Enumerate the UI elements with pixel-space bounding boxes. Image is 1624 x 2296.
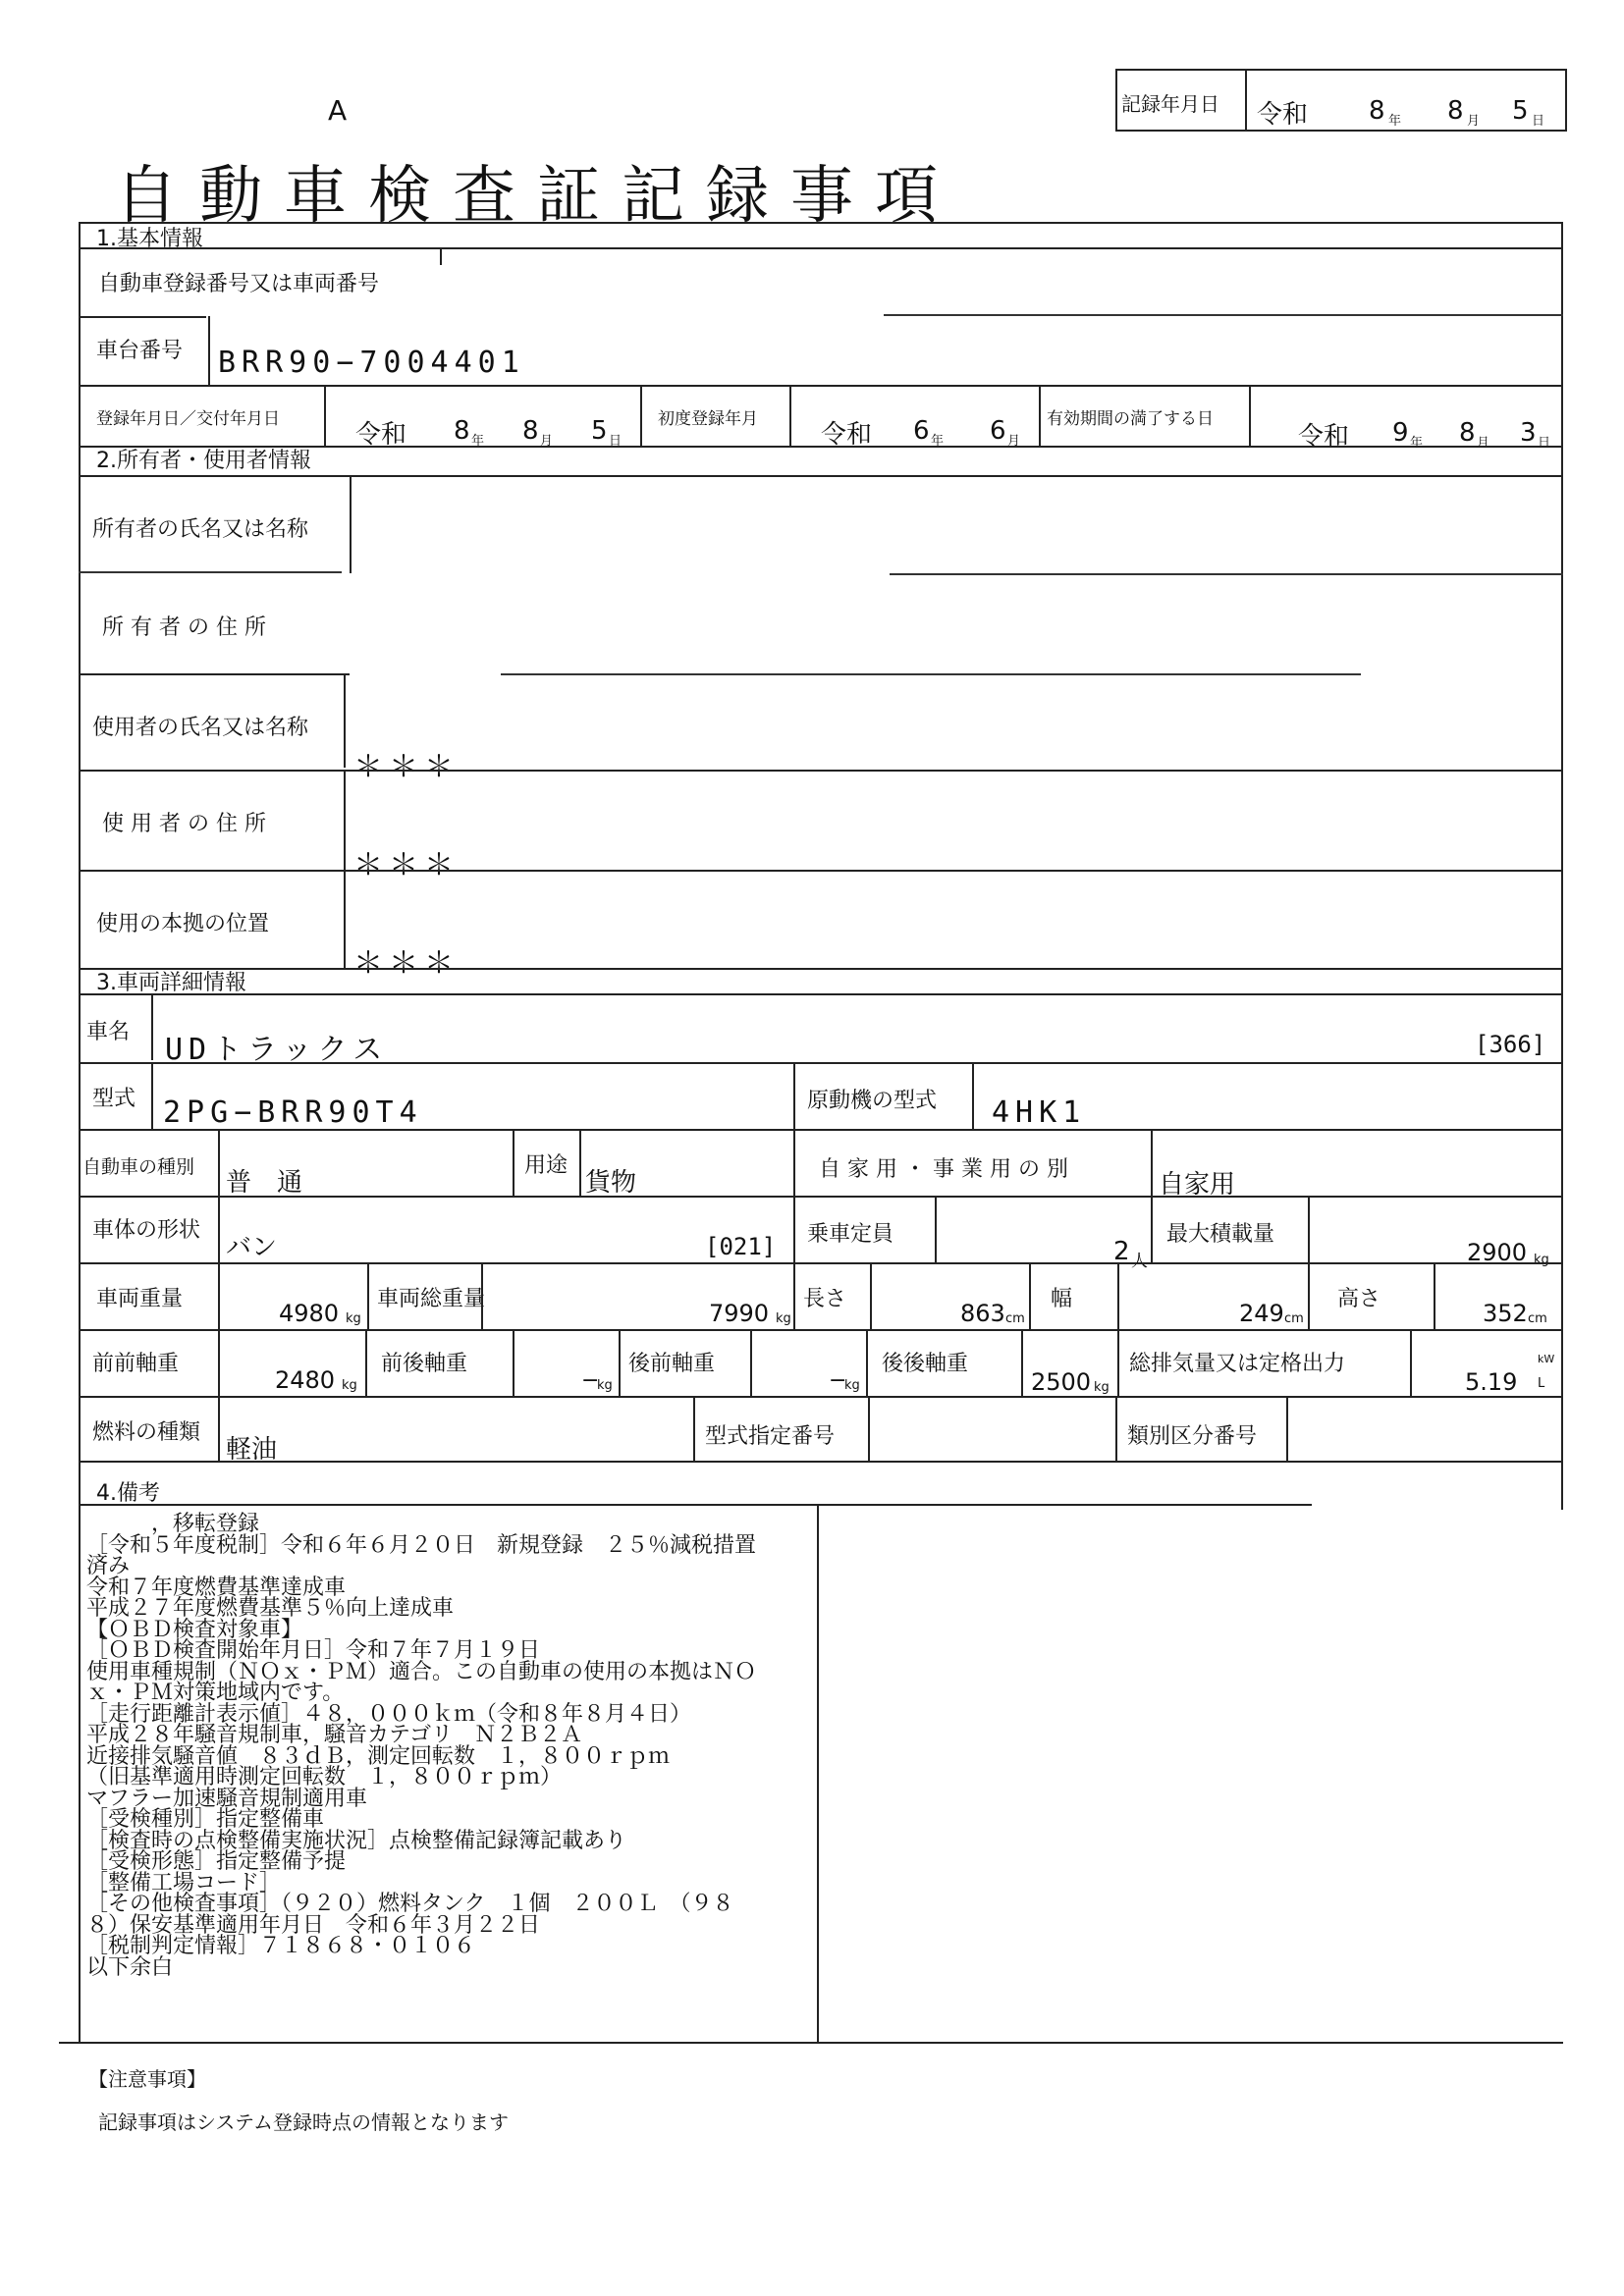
fr-axle-value: −	[581, 1368, 600, 1393]
remarks-line: ［受検種別］指定整備車	[86, 1807, 325, 1832]
reg-date-day: 5	[591, 416, 608, 446]
max-load-label: 最大積載量	[1166, 1222, 1275, 1247]
first-reg-era: 令和	[821, 420, 873, 450]
gross-weight-label: 車両総重量	[377, 1287, 486, 1311]
type-value: 普 通	[226, 1168, 303, 1198]
reg-date-year: 8	[454, 416, 470, 446]
remarks-line: ［整備工場コード］	[86, 1870, 282, 1896]
user-name-value: ＊＊＊	[353, 750, 460, 784]
owner-address-label: 所 有 者 の 住 所	[102, 615, 266, 640]
category-label: 類別区分番号	[1127, 1424, 1258, 1449]
rr-axle-label: 後後軸重	[882, 1352, 969, 1376]
remarks-line: 平成２８年騒音規制車，騒音カテゴリ Ｎ２Ｂ２Ａ	[86, 1723, 583, 1747]
record-date-month: 8	[1447, 96, 1464, 126]
height-label: 高さ	[1337, 1287, 1381, 1311]
width-label: 幅	[1051, 1287, 1073, 1311]
section-vehicle-title: 3.車両詳細情報	[96, 971, 246, 995]
remarks-line: ［その他検査事項］（９２０）燃料タンク １個 ２００Ｌ （９８	[86, 1892, 734, 1916]
expiry-label: 有効期間の満了する日	[1047, 409, 1214, 429]
base-location-value: ＊＊＊	[353, 946, 460, 981]
user-address-value: ＊＊＊	[353, 848, 460, 882]
reg-number-label: 自動車登録番号又は車両番号	[98, 272, 380, 296]
owner-name-label: 所有者の氏名又は名称	[92, 517, 309, 542]
remarks-line: 使用車種規制（ＮＯｘ・ＰＭ）適合。この自動車の使用の本拠はＮＯ	[86, 1659, 757, 1684]
section-basic-title: 1.基本情報	[96, 227, 203, 251]
notes-title: 【注意事項】	[88, 2067, 206, 2091]
first-reg-month: 6	[990, 416, 1006, 446]
document-title: 自動車検査証記録事項	[115, 160, 959, 233]
rf-axle-value: −	[829, 1368, 847, 1393]
fuel-value: 軽油	[226, 1435, 278, 1465]
body-code: [021]	[705, 1233, 777, 1260]
vehicle-name-code: [366]	[1475, 1031, 1546, 1058]
displacement-label: 総排気量又は定格出力	[1129, 1352, 1346, 1376]
reg-date-month: 8	[522, 416, 539, 446]
user-address-label: 使 用 者 の 住 所	[102, 812, 266, 836]
reg-date-era: 令和	[355, 420, 407, 450]
chassis-value: BRR90−7004401	[218, 346, 525, 380]
weight-value: 4980	[279, 1300, 340, 1327]
notes-text: 記録事項はシステム登録時点の情報となります	[98, 2110, 509, 2134]
remarks-text	[86, 1514, 756, 1978]
body-label: 車体の形状	[92, 1218, 201, 1243]
fr-axle-label: 前後軸重	[381, 1352, 468, 1376]
remarks-line: ［受検形態］指定整備予提	[86, 1849, 347, 1874]
rf-axle-label: 後前軸重	[628, 1352, 716, 1376]
ff-axle-label: 前前軸重	[92, 1352, 180, 1376]
first-reg-label: 初度登録年月	[658, 409, 758, 429]
remarks-line: 【ＯＢＤ検査対象車】	[86, 1617, 303, 1642]
record-date-day: 5	[1512, 96, 1529, 126]
vehicle-name-value: UDトラックス	[165, 1033, 389, 1067]
width-value: 249	[1239, 1300, 1284, 1327]
remarks-line: ［ＯＢＤ検査開始年月日］令和７年７月１９日	[86, 1638, 541, 1663]
ff-axle-value: 2480	[275, 1366, 336, 1394]
remarks-line: 済み	[86, 1554, 131, 1578]
remarks-line: マフラー加速騒音規制適用車	[86, 1786, 368, 1811]
reg-date-label: 登録年月日／交付年月日	[96, 409, 280, 429]
base-location-label: 使用の本拠の位置	[96, 912, 270, 936]
engine-value: 4HK1	[992, 1095, 1087, 1130]
rr-axle-value: 2500	[1031, 1368, 1092, 1396]
fuel-label: 燃料の種類	[92, 1420, 201, 1445]
weight-label: 車両重量	[96, 1287, 184, 1311]
section-remarks-title: 4.備考	[96, 1481, 160, 1506]
length-value: 863	[960, 1300, 1005, 1327]
engine-label: 原動機の型式	[807, 1089, 938, 1113]
remarks-line: （旧基準適用時測定回転数 １，８００ｒｐｍ）	[86, 1765, 563, 1789]
expiry-month: 8	[1459, 418, 1476, 448]
remarks-line: ［令和５年度税制］令和６年６月２０日 新規登録 ２５％減税措置	[86, 1532, 757, 1558]
private-business-value: 自家用	[1159, 1170, 1236, 1200]
remarks-line: ［走行距離計表示値］４８，０００ｋｍ（令和８年８月４日）	[86, 1701, 692, 1727]
record-date-era: 令和	[1257, 100, 1309, 130]
capacity-label: 乗車定員	[807, 1222, 894, 1247]
remarks-line: ｘ・ＰＭ対策地域内です。	[86, 1681, 345, 1705]
remarks-line: ８）保安基準適用年月日 令和６年３月２２日	[86, 1912, 541, 1938]
record-date-label: 記録年月日	[1121, 92, 1219, 116]
use-value: 貨物	[585, 1168, 637, 1198]
height-value: 352	[1483, 1300, 1528, 1327]
remarks-line: ［税制判定情報］７１８６８・０１０６	[86, 1934, 476, 1958]
model-value: 2PG−BRR90T4	[163, 1095, 423, 1130]
expiry-day: 3	[1520, 418, 1537, 448]
user-name-label: 使用者の氏名又は名称	[92, 716, 309, 740]
record-date-year: 8	[1369, 96, 1385, 126]
remarks-line: 平成２７年度燃費基準５％向上達成車	[86, 1596, 455, 1621]
expiry-year: 9	[1392, 418, 1409, 448]
body-value: バン	[226, 1233, 278, 1262]
document-mark: A	[328, 94, 348, 127]
type-designation-label: 型式指定番号	[705, 1424, 836, 1449]
remarks-line: ［検査時の点検整備実施状況］点検整備記録簿記載あり	[86, 1828, 627, 1853]
chassis-label: 車台番号	[96, 339, 184, 363]
section-owner-title: 2.所有者・使用者情報	[96, 449, 311, 473]
remarks-line: 近接排気騒音値 ８３ｄＢ，測定回転数 １，８００ｒｐｍ	[86, 1743, 671, 1769]
displacement-value: 5.19	[1465, 1368, 1518, 1396]
max-load-value: 2900	[1467, 1239, 1528, 1266]
vehicle-name-label: 車名	[86, 1020, 131, 1044]
gross-weight-value: 7990	[709, 1300, 770, 1327]
first-reg-year: 6	[913, 416, 930, 446]
use-label: 用途	[524, 1153, 568, 1178]
remarks-line: 令和７年度燃費基準達成車	[86, 1575, 347, 1600]
expiry-era: 令和	[1298, 422, 1350, 452]
remarks-line: 以下余白	[86, 1954, 174, 1980]
model-label: 型式	[92, 1087, 136, 1111]
remarks-line: ，移転登録	[86, 1512, 260, 1536]
length-label: 長さ	[803, 1287, 847, 1311]
type-label: 自動車の種別	[82, 1156, 195, 1178]
private-business-label: 自 家 用 ・ 事 業 用 の 別	[819, 1157, 1068, 1182]
capacity-value: 2	[1113, 1237, 1130, 1266]
